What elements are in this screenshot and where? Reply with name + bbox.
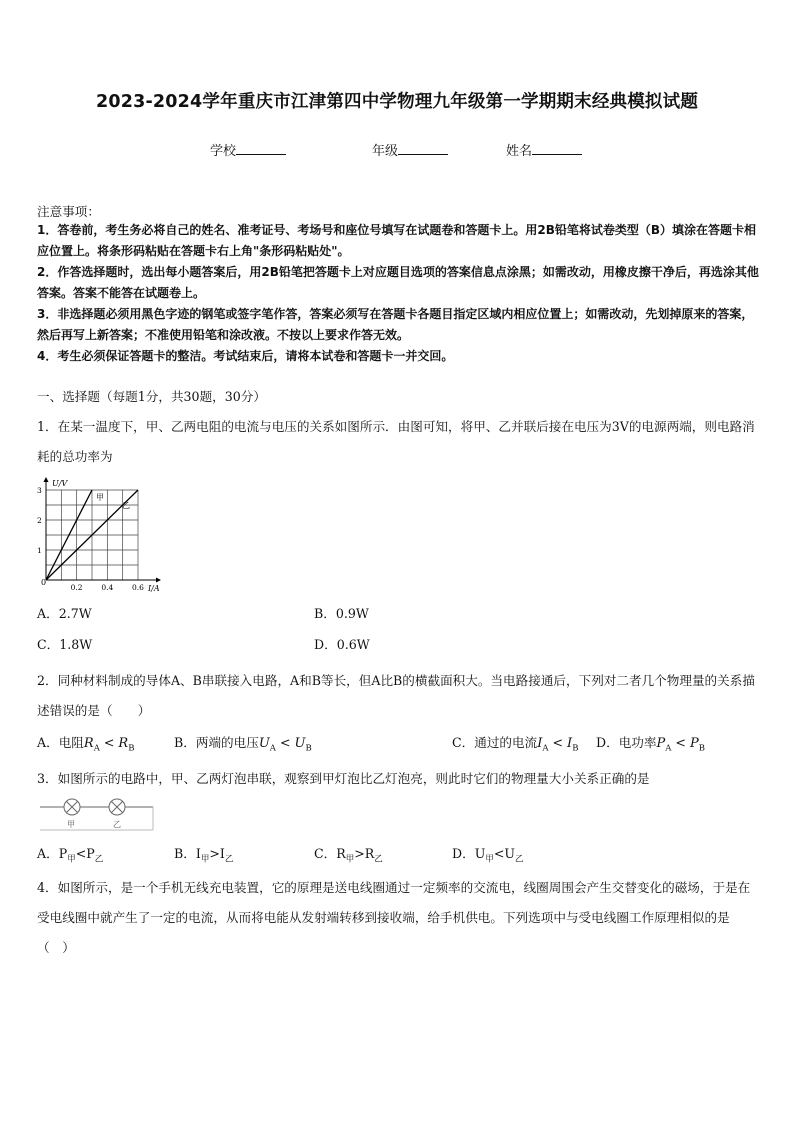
x-tick-label: 0.2: [70, 583, 83, 592]
name-label: 姓名: [506, 144, 533, 159]
question-3-stem: 3．如图所示的电路中，甲、乙两灯泡串联，观察到甲灯泡比乙灯泡亮，则此时它们的物理量大小关系正确的是: [37, 771, 650, 786]
x-tick-label: 0.6: [132, 583, 144, 592]
q1-option-c[interactable]: C．1.8W: [37, 637, 93, 652]
q3-circuit-diagram: [38, 794, 158, 832]
exam-title: 2023-2024学年重庆市江津第四中学物理九年级第一学期期末经典模拟试题: [95, 92, 699, 112]
q1-option-b[interactable]: B．0.9W: [314, 606, 369, 621]
q3-option-b[interactable]: B．$I_甲>I_乙$: [174, 846, 234, 865]
school-blank[interactable]: [236, 142, 286, 155]
x-axis-arrow-icon: [156, 578, 161, 583]
school-label: 学校: [210, 144, 237, 159]
grade-field[interactable]: [372, 140, 448, 159]
q3-option-c[interactable]: C．$R_甲>R_乙$: [314, 846, 383, 865]
y-axis-arrow-icon: [44, 477, 49, 482]
section-title: 一、选择题（每题1分，共30题，30分）: [37, 389, 266, 404]
question-2-stem: 2．同种材料制成的导体A、B串联接入电路，A和B等长，但A比B的横截面积大。当电路接通后，下列对二者几个物理量的关系描述错误的是（ ）: [37, 673, 755, 718]
name-blank[interactable]: [532, 142, 582, 155]
notice-item-4: 4．考生必须保证答题卡的整洁。考试结束后，请将本试卷和答题卡一并交回。: [37, 349, 454, 363]
q1-option-d[interactable]: D．0.6W: [314, 637, 370, 652]
y-tick-label: 3: [37, 486, 42, 495]
lamp-jia-label: 甲: [67, 820, 75, 829]
grade-blank[interactable]: [398, 142, 448, 155]
y-tick-label: 2: [37, 516, 42, 525]
q2-option-c[interactable]: C．通过的电流$I_A < I_B$: [452, 735, 579, 754]
name-field[interactable]: [506, 140, 582, 159]
q2-option-a[interactable]: A．电阻$R_A < R_B$: [37, 735, 135, 754]
series-label-2: 乙: [122, 501, 130, 510]
origin-label: 0: [41, 578, 47, 587]
q1-ui-chart: [32, 474, 167, 594]
notice-heading: 注意事项：: [37, 204, 100, 219]
school-field[interactable]: [210, 140, 286, 159]
y-axis-label: U/V: [52, 479, 68, 488]
q2-option-d[interactable]: D．电功率$P_A < P_B$: [596, 735, 705, 754]
q2-option-b[interactable]: B．两端的电压$U_A < U_B$: [174, 735, 312, 754]
lamp-yi-label: 乙: [113, 820, 121, 829]
grade-label: 年级: [372, 144, 399, 159]
notice-item-2: 2．作答选择题时，选出每小题答案后，用2B铅笔把答题卡上对应题目选项的答案信息点涂黑；如需改动，用橡皮擦干净后，再选涂其他答案。答案不能答在试题卷上。: [37, 265, 759, 300]
notice-item-1: 1．答卷前，考生务必将自己的姓名、准考证号、考场号和座位号填写在试题卷和答题卡上。用2B铅笔将试卷类型（B）填涂在答题卡相应位置上。将条形码粘贴在答题卡右上角"条形码粘贴处"。: [37, 223, 756, 258]
question-4-stem: 4．如图所示，是一个手机无线充电装置，它的原理是送电线圈通过一定频率的交流电，线圈周围会产生交替变化的磁场，于是在受电线圈中就产生了一定的电流，从而将电能从发射端转移到接收端，给手机供电。下列选项中与受电线圈工作原理相似的是（ ）: [37, 880, 751, 955]
q3-option-a[interactable]: A．$P_甲<P_乙$: [37, 846, 104, 865]
x-tick-label: 0.4: [101, 583, 114, 592]
x-axis-label: I/A: [148, 584, 160, 593]
q3-option-d[interactable]: D．$U_甲<U_乙$: [452, 846, 524, 865]
question-1-stem: 1．在某一温度下，甲、乙两电阻的电流与电压的关系如图所示．由图可知，将甲、乙并联后接在电压为3V的电源两端，则电路消耗的总功率为: [37, 419, 755, 464]
notice-item-3: 3．非选择题必须用黑色字迹的钢笔或签字笔作答，答案必须写在答题卡各题目指定区域内相应位置上；如需改动，先划掉原来的答案，然后再写上新答案；不准使用铅笔和涂改液。不按以上要求作答无效。: [37, 307, 754, 342]
q1-option-a[interactable]: A．2.7W: [37, 606, 92, 621]
y-tick-label: 1: [37, 546, 42, 555]
series-label-1: 甲: [96, 493, 104, 502]
